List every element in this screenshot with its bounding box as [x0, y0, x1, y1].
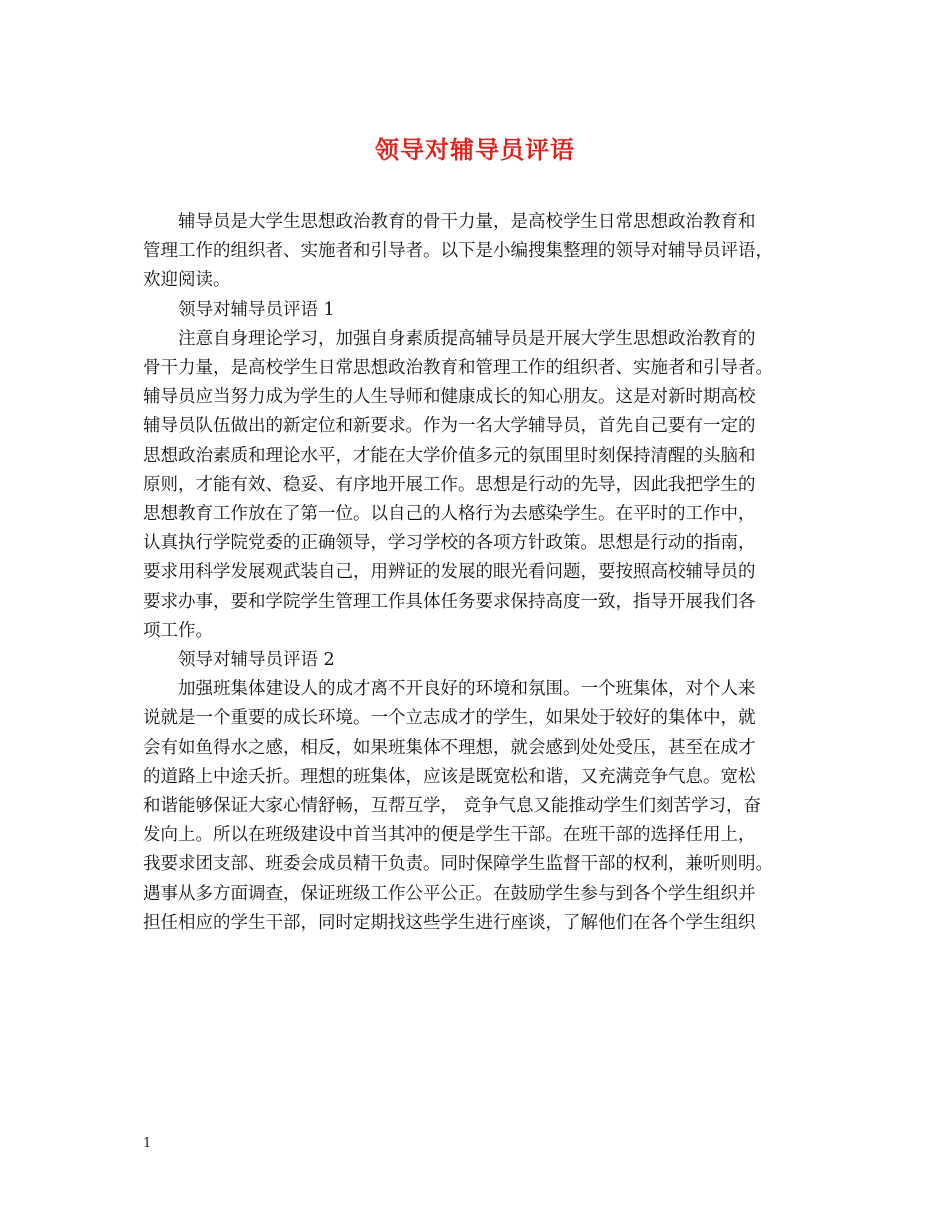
- text-line: 我要求团支部、班委会成员精干负责。同时保障学生监督干部的权利，兼听则明。: [143, 854, 773, 875]
- text-line: 思想政治素质和理论水平，才能在大学价值多元的氛围里时刻保持清醒的头脑和: [143, 445, 756, 466]
- text-line: 领导对辅导员评语 2: [178, 650, 335, 671]
- text-line: 注意自身理论学习，加强自身素质提高辅导员是开展大学生思想政治教育的: [178, 328, 756, 349]
- text-line: 遇事从多方面调查，保证班级工作公平公正。在鼓励学生参与到各个学生组织并: [143, 883, 756, 904]
- text-line: 辅导员应当努力成为学生的人生导师和健康成长的知心朋友。这是对新时期高校: [143, 387, 756, 408]
- text-line: 管理工作的组织者、实施者和引导者。以下是小编搜集整理的领导对辅导员评语，: [143, 241, 773, 262]
- text-line: 担任相应的学生干部，同时定期找这些学生进行座谈，了解他们在各个学生组织: [143, 912, 756, 933]
- text-line: 要求用科学发展观武装自己，用辨证的发展的眼光看问题，要按照高校辅导员的: [143, 562, 756, 583]
- text-line: 辅导员队伍做出的新定位和新要求。作为一名大学辅导员，首先自己要有一定的: [143, 416, 756, 437]
- text-line: 认真执行学院党委的正确领导，学习学校的各项方针政策。思想是行动的指南，: [143, 533, 756, 554]
- text-line: 骨干力量，是高校学生日常思想政治教育和管理工作的组织者、实施者和引导者。: [143, 358, 773, 379]
- text-line: 会有如鱼得水之感，相反，如果班集体不理想，就会感到处处受压，甚至在成才: [143, 737, 756, 758]
- text-line: 的道路上中途夭折。理想的班集体，应该是既宽松和谐，又充满竞争气息。宽松: [143, 766, 756, 787]
- text-line: 辅导员是大学生思想政治教育的骨干力量，是高校学生日常思想政治教育和: [178, 212, 756, 232]
- page-number: 1: [143, 1136, 152, 1151]
- text-line: 领导对辅导员评语 1: [178, 299, 335, 320]
- text-line: 加强班集体建设人的成才离不开良好的环境和氛围。一个班集体，对个人来: [178, 679, 756, 700]
- text-line: 原则，才能有效、稳妥、有序地开展工作。思想是行动的先导，因此我把学生的: [143, 474, 756, 495]
- document-title: 领导对辅导员评语: [375, 135, 575, 164]
- document-body: [143, 208, 807, 938]
- text-line: 发向上。所以在班级建设中首当其冲的便是学生干部。在班干部的选择任用上，: [143, 825, 756, 846]
- text-line: 项工作。: [143, 620, 213, 641]
- text-line: 要求办事，要和学院学生管理工作具体任务要求保持高度一致，指导开展我们各: [143, 591, 756, 612]
- text-line: 说就是一个重要的成长环境。一个立志成才的学生，如果处于较好的集体中，就: [143, 708, 756, 729]
- text-line: 和谐能够保证大家心情舒畅，互帮互学， 竞争气息又能推动学生们刻苦学习，奋: [143, 796, 762, 817]
- text-line: 思想教育工作放在了第一位。以自己的人格行为去感染学生。在平时的工作中，: [143, 504, 756, 525]
- text-line: 欢迎阅读。: [143, 270, 231, 291]
